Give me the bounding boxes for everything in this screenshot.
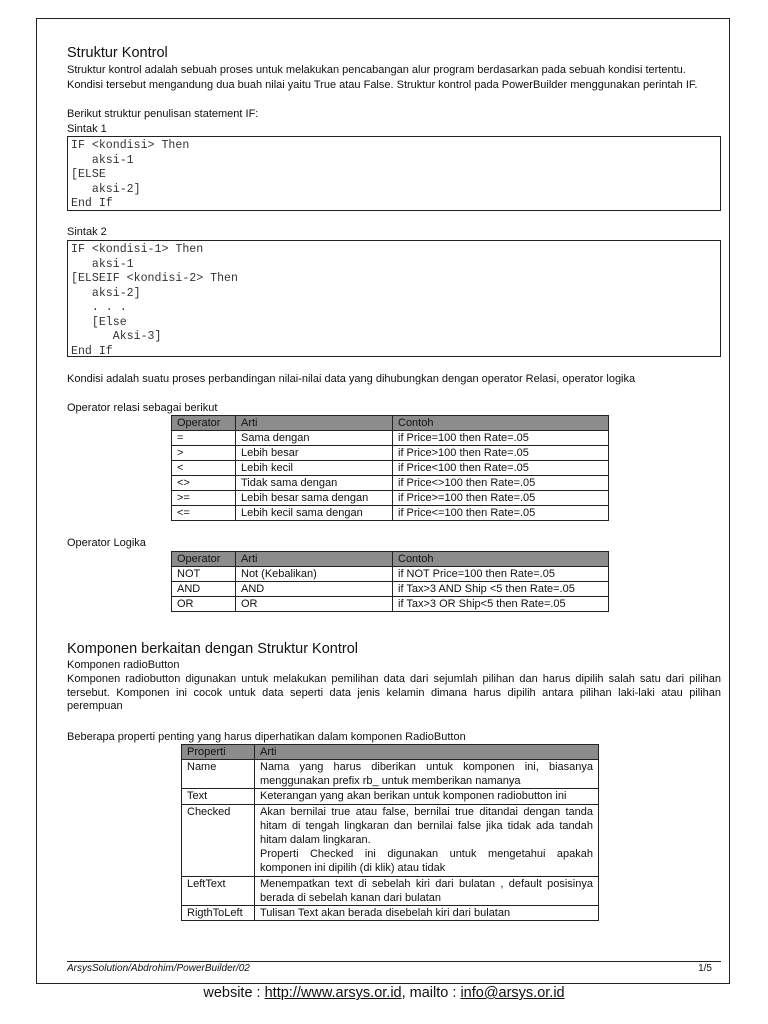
cell: if Price<100 then Rate=.05 <box>393 461 609 476</box>
cell: if Price=100 then Rate=.05 <box>393 431 609 446</box>
cell: if NOT Price=100 then Rate=.05 <box>393 567 609 582</box>
cell: = <box>172 431 236 446</box>
table-header-row <box>182 745 599 760</box>
cell: NOT <box>172 567 236 582</box>
header-cell: Contoh <box>393 416 609 431</box>
radiobutton-paragraph: Komponen radiobutton digunakan untuk melakukan pemilihan data dari sejumlah pilihan dan harus dipilih salah satu dari pilihan tersebut. Komponen ini cocok untuk data seperti data jenis kelamin dimana harus dipilih antara pilihan laki-laki atau pilihan perempuan <box>67 673 721 712</box>
sintak1-code-block: IF <kondisi> Then aksi-1 [ELSE aksi-2] End If <box>67 136 721 211</box>
header-cell: Arti <box>236 416 393 431</box>
table-header-row <box>172 416 609 431</box>
header-cell: Contoh <box>393 552 609 567</box>
cell: Menempatkan text di sebelah kiri dari bulatan , default posisinya berada di sebelah kanan dari bulatan <box>255 876 599 905</box>
cell: Akan bernilai true atau false, bernilai true ditandai dengan tanda hitam di tengah lingkaran dan bernilai false jika tidak ada tandah hitam dalam lingkaran. Properti Checked ini digunakan untuk mengetahui apakah komponen ini dipilih (di klik) atau tidak <box>255 804 599 876</box>
cell: Keterangan yang akan berikan untuk komponen radiobutton ini <box>255 789 599 804</box>
intro-line-1: Struktur kontrol adalah sebuah proses untuk melakukan pencabangan alur program berdasarkan pada sebuah kondisi tertentu. <box>67 64 686 76</box>
cell: Nama yang harus diberikan untuk komponen ini, biasanya menggunakan prefix rb_ untuk memberikan namanya <box>255 760 599 789</box>
cell: <> <box>172 476 236 491</box>
table-row <box>172 431 609 446</box>
cell: Tulisan Text akan berada disebelah kiri dari bulatan <box>255 906 599 921</box>
cell: >= <box>172 491 236 506</box>
properti-intro: Beberapa properti penting yang harus diperhatikan dalam komponen RadioButton <box>67 731 466 743</box>
cell: if Tax>3 OR Ship<5 then Rate=.05 <box>393 597 609 612</box>
sintak1-label: Sintak 1 <box>67 123 107 135</box>
cell: OR <box>172 597 236 612</box>
table-row <box>172 476 609 491</box>
relasi-label: Operator relasi sebagai berikut <box>67 402 218 414</box>
sintak2-code-block: IF <kondisi-1> Then aksi-1 [ELSEIF <kondisi-2> Then aksi-2] . . . [Else Aksi-3] End If <box>67 240 721 357</box>
table-row <box>182 760 599 789</box>
cell: AND <box>236 582 393 597</box>
header-cell: Arti <box>255 745 599 760</box>
cell: if Price>100 then Rate=.05 <box>393 446 609 461</box>
cell: > <box>172 446 236 461</box>
table-header-row <box>172 552 609 567</box>
header-cell: Operator <box>172 416 236 431</box>
cell: if Price<=100 then Rate=.05 <box>393 506 609 521</box>
cell: Tidak sama dengan <box>236 476 393 491</box>
table-row <box>172 491 609 506</box>
cell: LeftText <box>182 876 255 905</box>
cell: if Price>=100 then Rate=.05 <box>393 491 609 506</box>
cell: Lebih kecil <box>236 461 393 476</box>
section-title-komponen: Komponen berkaitan dengan Struktur Kontrol <box>67 641 358 657</box>
table-row <box>172 582 609 597</box>
cell: Checked <box>182 804 255 876</box>
website-footer <box>0 985 768 1001</box>
table-row <box>182 906 599 921</box>
header-cell: Arti <box>236 552 393 567</box>
website-link[interactable]: http://www.arsys.or.id <box>264 985 402 1001</box>
intro-line-2: Kondisi tersebut mengandung dua buah nilai yaitu True atau False. Struktur kontrol pada PowerBuilder menggunakan perintah IF. <box>67 79 698 91</box>
mailto-prefix: , mailto : <box>401 985 461 1001</box>
header-cell: Operator <box>172 552 236 567</box>
footer-source: ArsysSolution/Abdrohim/PowerBuilder/02 <box>67 963 250 974</box>
cell: < <box>172 461 236 476</box>
cell: Text <box>182 789 255 804</box>
cell: if Tax>3 AND Ship <5 then Rate=.05 <box>393 582 609 597</box>
cell: Lebih kecil sama dengan <box>236 506 393 521</box>
cell: Name <box>182 760 255 789</box>
logika-label: Operator Logika <box>67 537 146 549</box>
table-row <box>172 446 609 461</box>
document-page <box>36 18 730 984</box>
table-row <box>182 804 599 876</box>
cell: Sama dengan <box>236 431 393 446</box>
cell: OR <box>236 597 393 612</box>
table-row <box>182 876 599 905</box>
if-intro: Berikut struktur penulisan statement IF: <box>67 108 259 120</box>
cell: Lebih besar <box>236 446 393 461</box>
website-prefix: website : <box>203 985 265 1001</box>
table-row <box>172 461 609 476</box>
cell: Not (Kebalikan) <box>236 567 393 582</box>
sintak2-label: Sintak 2 <box>67 226 107 238</box>
cell: if Price<>100 then Rate=.05 <box>393 476 609 491</box>
properti-table <box>181 744 599 921</box>
table-row <box>172 567 609 582</box>
section-title-struktur-kontrol: Struktur Kontrol <box>67 45 168 61</box>
cell: <= <box>172 506 236 521</box>
table-row <box>172 506 609 521</box>
logika-table <box>171 551 609 612</box>
table-row <box>172 597 609 612</box>
footer-divider <box>67 961 721 962</box>
subtitle-radiobutton: Komponen radioButton <box>67 659 180 671</box>
table-row <box>182 789 599 804</box>
kondisi-text: Kondisi adalah suatu proses perbandingan nilai-nilai data yang dihubungkan dengan operator Relasi, operator logika <box>67 373 636 385</box>
relasi-table <box>171 415 609 521</box>
cell: AND <box>172 582 236 597</box>
page-number: 1/5 <box>698 963 712 974</box>
cell: Lebih besar sama dengan <box>236 491 393 506</box>
email-link[interactable]: info@arsys.or.id <box>460 985 565 1001</box>
cell: RigthToLeft <box>182 906 255 921</box>
header-cell: Properti <box>182 745 255 760</box>
